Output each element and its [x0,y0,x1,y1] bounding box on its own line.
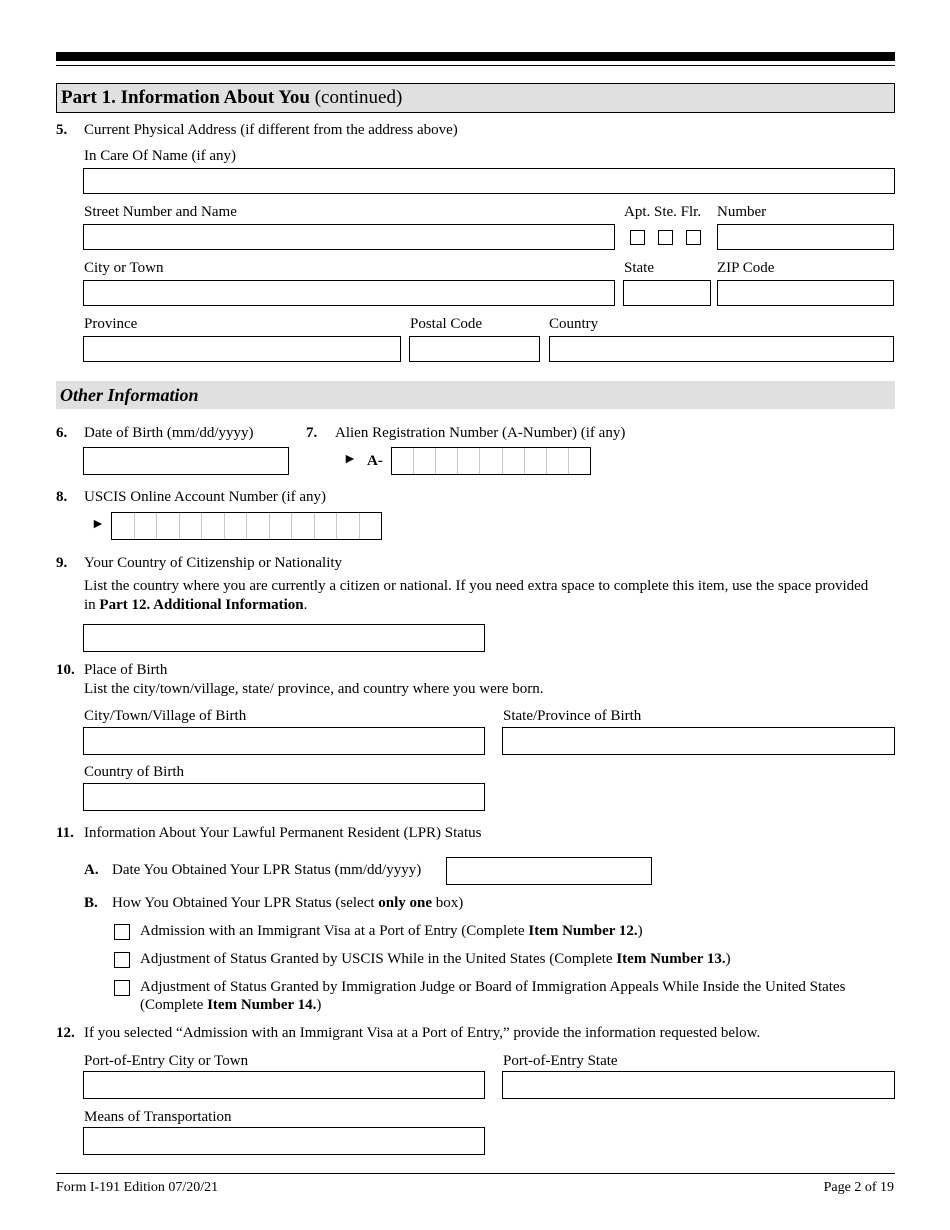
birth-state-label: State/Province of Birth [503,708,642,724]
transport-label: Means of Transportation [84,1109,232,1125]
q12-number: 12. [56,1025,75,1041]
q7-label: Alien Registration Number (A-Number) (if any) [335,425,626,441]
country-label: Country [549,316,599,332]
zip-label: ZIP Code [717,260,775,276]
opt-judge-adjustment-line2: (Complete Item Number 14.) [140,997,322,1013]
footer-rule [56,1173,895,1174]
birth-country-label: Country of Birth [84,764,184,780]
opt-judge-adjustment-checkbox[interactable] [114,980,130,996]
opt-uscis-adjustment-checkbox[interactable] [114,952,130,968]
flr-checkbox[interactable] [686,230,701,245]
apt-label: Apt. [624,204,651,220]
q6-number: 6. [56,425,68,441]
state-label: State [624,260,654,276]
q8-label: USCIS Online Account Number (if any) [84,489,327,505]
a-prefix: A- [367,453,383,469]
footer-page-number: Page 2 of 19 [823,1180,894,1195]
q5-number: 5. [56,122,68,138]
other-info-title: Other Information [60,385,199,405]
opt-immigrant-visa-checkbox[interactable] [114,924,130,940]
poe-city-input[interactable] [83,1071,485,1099]
top-thin-rule [56,65,895,66]
q6-label: Date of Birth (mm/dd/yyyy) [84,425,254,441]
footer-form-edition: Form I-191 Edition 07/20/21 [56,1180,219,1195]
a-number-input[interactable] [391,447,591,475]
q10-label: Place of Birth [84,662,168,678]
part-header [56,83,895,113]
q11-number: 11. [56,825,74,841]
in-care-of-label: In Care Of Name (if any) [84,148,237,164]
number-input[interactable] [717,224,894,250]
lpr-date-input[interactable] [446,857,652,885]
zip-input[interactable] [717,280,894,306]
apt-ste-flr-label [624,203,701,221]
birth-state-input[interactable] [502,727,895,755]
q11b-letter: B. [84,895,98,911]
street-label: Street Number and Name [84,204,237,220]
q10-number: 10. [56,662,75,678]
q8-arrow-icon: ► [91,517,105,532]
in-care-of-input[interactable] [83,168,895,194]
city-input[interactable] [83,280,615,306]
city-label: City or Town [84,260,164,276]
poe-city-label: Port-of-Entry City or Town [84,1053,249,1069]
opt-uscis-adjustment-label: Adjustment of Status Granted by USCIS While in the United States (Complete Item Number 13.) [140,951,731,967]
birth-city-label: City/Town/Village of Birth [84,708,247,724]
q7-arrow-icon: ► [343,452,357,467]
opt-judge-adjustment-line1: Adjustment of Status Granted by Immigration Judge or Board of Immigration Appeals While Inside the United States [140,979,846,995]
q9-number: 9. [56,555,68,571]
top-thick-rule [56,52,895,61]
q9-label: Your Country of Citizenship or Nationality [84,555,343,571]
street-input[interactable] [83,224,615,250]
ste-label: Ste. [654,204,677,220]
number-label: Number [717,204,767,220]
poe-state-label: Port-of-Entry State [503,1053,618,1069]
apt-checkbox[interactable] [630,230,645,245]
ste-checkbox[interactable] [658,230,673,245]
part-title: Part 1. Information About You [61,87,310,108]
other-info-header [56,381,895,409]
q12-label: If you selected “Admission with an Immigrant Visa at a Port of Entry,” provide the information requested below. [84,1025,761,1041]
q5-label: Current Physical Address (if different from the address above) [84,122,458,138]
q10-instructions: List the city/town/village, state/ province, and country where you were born. [84,681,544,697]
part-suffix: (continued) [314,87,403,108]
q7-number: 7. [306,425,318,441]
transport-input[interactable] [83,1127,485,1155]
q11-label: Information About Your Lawful Permanent Resident (LPR) Status [84,825,482,841]
province-label: Province [84,316,138,332]
birth-city-input[interactable] [83,727,485,755]
q11a-letter: A. [84,862,99,878]
q8-number: 8. [56,489,68,505]
state-input[interactable] [623,280,711,306]
birth-country-input[interactable] [83,783,485,811]
q11b-label: How You Obtained Your LPR Status (select only one box) [112,895,464,911]
citizenship-input[interactable] [83,624,485,652]
q11a-label: Date You Obtained Your LPR Status (mm/dd/yyyy) [112,862,422,878]
flr-label: Flr. [680,204,702,220]
uscis-account-input[interactable] [111,512,382,540]
dob-input[interactable] [83,447,289,475]
postal-label: Postal Code [410,316,483,332]
q9-instructions: List the country where you are currently a citizen or national. If you need extra space to complete this item, use the space provided in Part 12. Additional Information. [84,578,869,613]
opt-immigrant-visa-label: Admission with an Immigrant Visa at a Port of Entry (Complete Item Number 12.) [140,923,643,939]
postal-input[interactable] [409,336,540,362]
q9-part-ref: Part 12. Additional Information [99,597,304,613]
poe-state-input[interactable] [502,1071,895,1099]
country-input[interactable] [549,336,894,362]
province-input[interactable] [83,336,401,362]
